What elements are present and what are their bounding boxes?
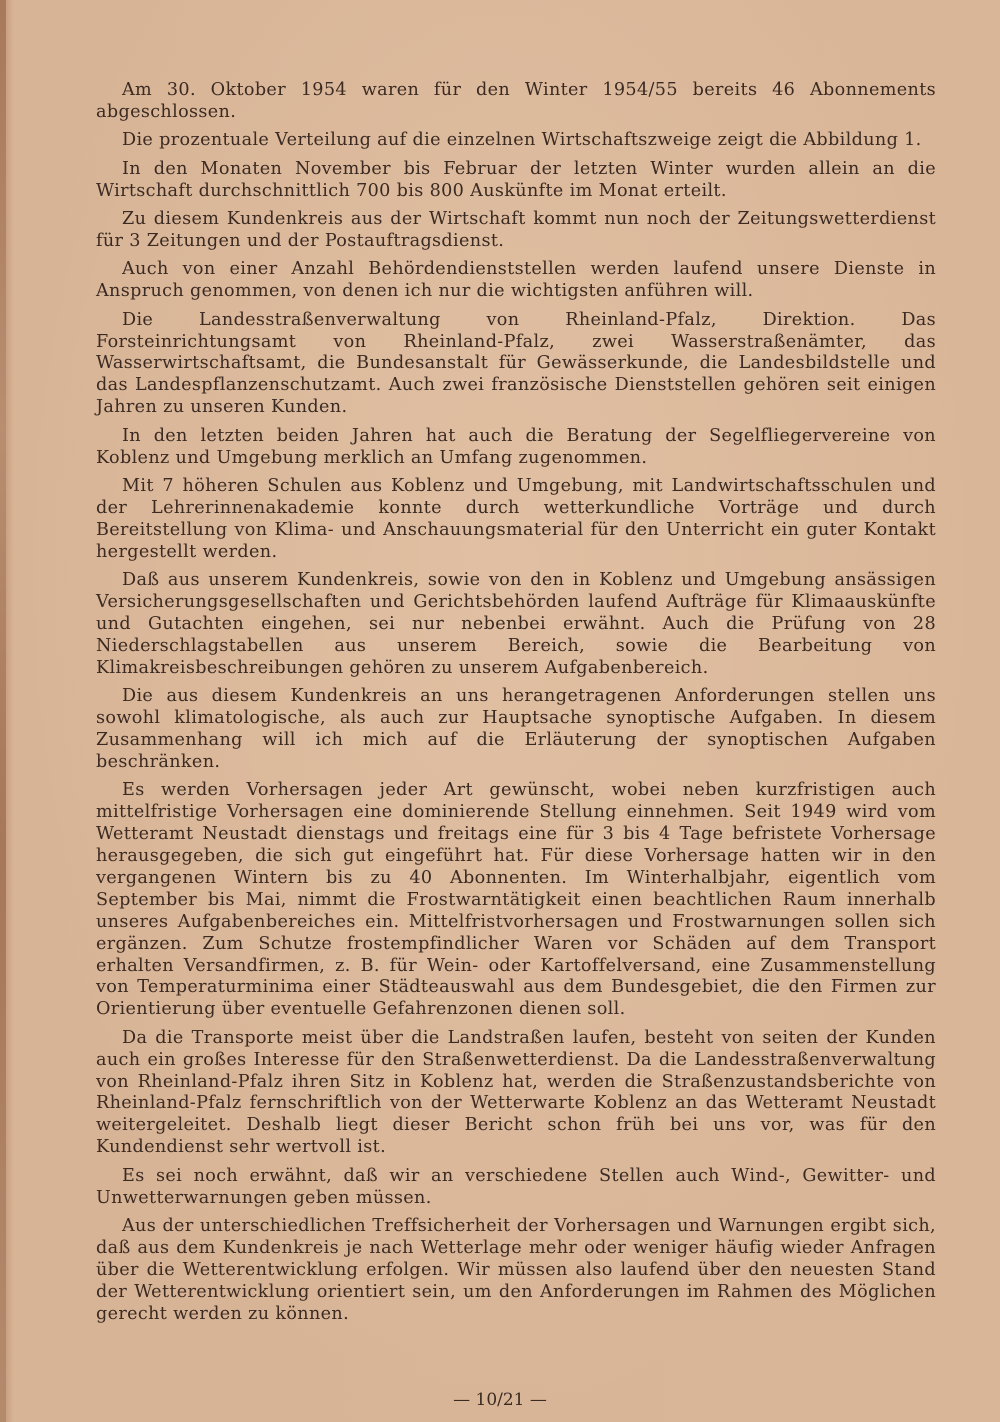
paragraph: Daß aus unserem Kundenkreis, sowie von den in Koblenz und Umgebung ansässigen Versicherungsgesellschaften und Gerichtsbehörden laufend Aufträge für Klimaauskünfte und Gutachten eingehen, sei nur nebenbei erwähnt. Auch die Prüfung von 28 Niederschlagstabellen aus unserem Bereich, sowie die Bearbeitung von Klimakreisbeschreibungen gehören zu unserem Aufgabenbereich. [96, 570, 936, 678]
paragraph: Es sei noch erwähnt, daß wir an verschiedene Stellen auch Wind-, Gewitter- und Unwetterwarnungen geben müssen. [96, 1165, 936, 1208]
paragraph: Die aus diesem Kundenkreis an uns herangetragenen Anforderungen stellen uns sowohl klimatologische, als auch zur Hauptsache synoptische Aufgaben. In diesem Zusammenhang will ich mich auf die Erläuterung der synoptischen Aufgaben beschränken. [96, 686, 936, 772]
body-text [96, 80, 936, 1332]
paragraph: Die Landesstraßenverwaltung von Rheinland-Pfalz, Direktion. Das Forsteinrichtungsamt von Rheinland-Pfalz, zwei Wasserstraßenämter, das Wasserwirtschaftsamt, die Bundesanstalt für Gewässerkunde, die Landesbildstelle und das Landespflanzenschutzamt. Auch zwei französische Dienststellen gehören seit einigen Jahren zu unseren Kunden. [96, 309, 936, 418]
paragraph: Die prozentuale Verteilung auf die einzelnen Wirtschaftszweige zeigt die Abbildung 1. [122, 130, 922, 151]
page-edge-shadow [0, 0, 6, 1422]
paragraph: In den Monaten November bis Februar der letzten Winter wurden allein an die Wirtschaft durchschnittlich 700 bis 800 Auskünfte im Monat erteilt. [96, 158, 936, 201]
paragraph: Mit 7 höheren Schulen aus Koblenz und Umgebung, mit Landwirtschaftsschulen und der Lehrerinnenakademie konnte durch wetterkundliche Vorträge und durch Bereitstellung von Klima- und Anschauungsmaterial für den Unterricht ein guter Kontakt hergestellt werden. [96, 476, 936, 562]
paragraph: In den letzten beiden Jahren hat auch die Beratung der Segelfliegervereine von Koblenz und Umgebung merklich an Umfang zugenommen. [96, 425, 936, 468]
paragraph: Auch von einer Anzahl Behördendienststellen werden laufend unsere Dienste in Anspruch genommen, von denen ich nur die wichtigsten anführen will. [96, 259, 936, 302]
paragraph: Es werden Vorhersagen jeder Art gewünscht, wobei neben kurzfristigen auch mittelfristige Vorhersagen eine dominierende Stellung einnehmen. Seit 1949 wird vom Wetteramt Neustadt dienstags und freitags eine für 3 bis 4 Tage befristete Vorhersage herausgegeben, die sich gut eingeführt hat. Für diese Vorhersage hatten wir in den vergangenen Wintern bis zu 40 Abonnenten. Im Winterhalbjahr, eigentlich vom September bis Mai, nimmt die Frostwarntätigkeit einen beachtlichen Raum innerhalb unseres Aufgabenbereiches ein. Mittelfristvorhersagen und Frostwarnungen sollen sich ergänzen. Zum Schutze frostempfindlicher Waren vor Schäden auf dem Transport erhalten Versandfirmen, z. B. für Wein- oder Kartoffelversand, eine Zusammenstellung von Temperaturminima einer Städteauswahl aus dem Bundesgebiet, die den Firmen zur Orientierung über eventuelle Gefahrenzonen dienen soll. [96, 780, 936, 1020]
paragraph: Da die Transporte meist über die Landstraßen laufen, besteht von seiten der Kunden auch ein großes Interesse für den Straßenwetterdienst. Da die Landesstraßenverwaltung von Rheinland-Pfalz ihren Sitz in Koblenz hat, werden die Straßenzustandsberichte von Rheinland-Pfalz fernschriftlich von der Wetterwarte Koblenz an das Wetteramt Neustadt weitergeleitet. Deshalb liegt dieser Bericht schon früh bei uns vor, was für den Kundendienst sehr wertvoll ist. [96, 1027, 936, 1158]
page-number: — 10/21 — [453, 1390, 547, 1410]
paragraph: Aus der unterschiedlichen Treffsicherheit der Vorhersagen und Warnungen ergibt sich, daß aus dem Kundenkreis je nach Wetterlage mehr oder weniger häufig wieder Anfragen über die Wetterentwicklung erfolgen. Wir müssen also laufend über den neuesten Stand der Wetterentwicklung orientiert sein, um den Anforderungen im Rahmen des Möglichen gerecht werden zu können. [96, 1216, 936, 1324]
paragraph: Am 30. Oktober 1954 waren für den Winter 1954/55 bereits 46 Abonnements abgeschlossen. [96, 80, 936, 122]
paragraph: Zu diesem Kundenkreis aus der Wirtschaft kommt nun noch der Zeitungswetterdienst für 3 Zeitungen und der Postauftragsdienst. [96, 209, 936, 251]
